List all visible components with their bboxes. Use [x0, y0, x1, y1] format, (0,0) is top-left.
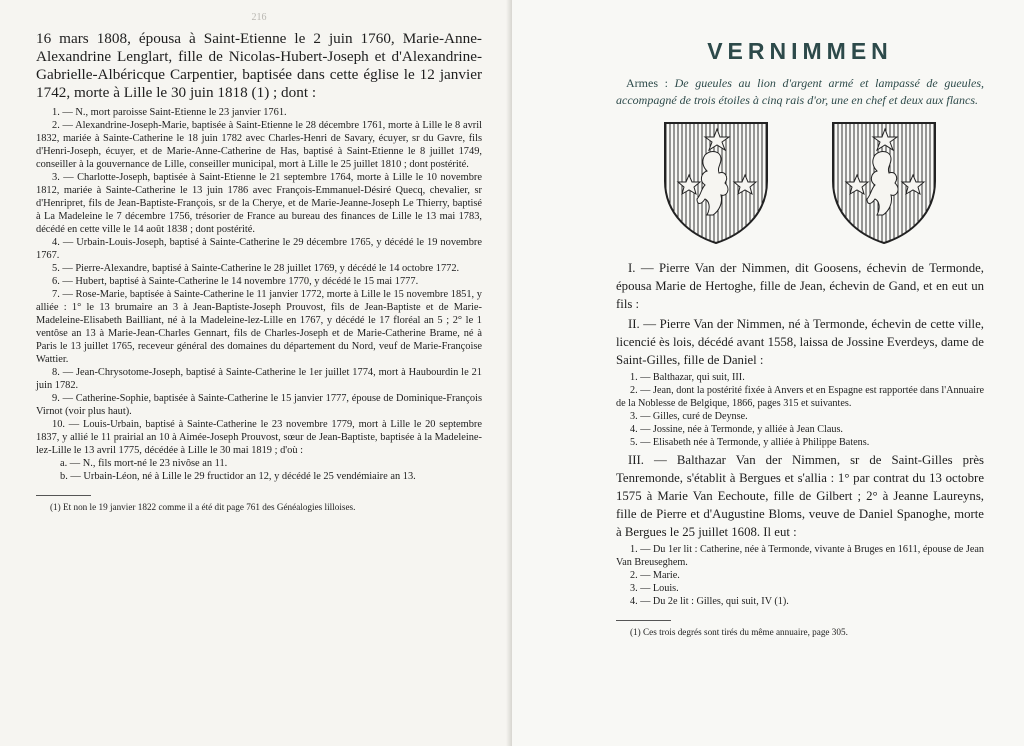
list-item: 4. — Jossine, née à Termonde, y alliée à Jean Claus. [630, 424, 843, 435]
list-item: 1. — Balthazar, qui suit, III. [630, 372, 745, 383]
list-item: 5. — Elisabeth née à Termonde, y alliée à Philippe Batens. [630, 437, 870, 448]
generation-1: I. — Pierre Van der Nimmen, dit Goosens, échevin de Termonde, épousa Marie de Hertoghe, fille de Jean, échevin de Gand, et en eut un fils : [616, 261, 984, 311]
generation-2-children [616, 371, 984, 449]
list-item: 7. — Rose-Marie, baptisée à Sainte-Catherine le 11 janvier 1772, morte à Lille le 15 novembre 1851, y alliée : 1° le 13 brumaire an 3 à Jean-Baptiste-Joseph Prouvost, fils de Jean-Baptiste et de Marie-Madeleine-Elisabeth Bailliant, né à la Madeleine-lez-Lille en 1767, y décédé le 17 floréal an 5 ; 2° le 1 ventôse an 13 à Marie-Jean-Charles Gennart, fils de Charles-Joseph et de Marie-Catherine Brame, né à Paris le 13 juillet 1765, receveur général des domaines du département du Nord, veuf de Marie-Françoise Wattier. [36, 289, 482, 365]
sub-list-item: a. — N., fils mort-né le 23 nivôse an 11. [60, 458, 228, 469]
family-title: VERNIMMEN [707, 38, 893, 64]
list-item: 6. — Hubert, baptisé à Sainte-Catherine le 14 novembre 1770, y décédé le 15 mai 1777. [52, 276, 419, 287]
coat-of-arms-shield-icon [661, 119, 771, 247]
footnote-rule [616, 620, 671, 621]
footnote: (1) Ces trois degrés sont tirés du même annuaire, page 305. [630, 627, 848, 637]
list-item: 5. — Pierre-Alexandre, baptisé à Sainte-Catherine le 28 juillet 1769, y décédé le 14 octobre 1772. [52, 263, 460, 274]
armes-text: De gueules au lion d'argent armé et lampassé de gueules, accompagné de trois étoiles à cinq rais d'or, une en chef et deux aux flancs. [616, 76, 985, 107]
generation-2: II. — Pierre Van der Nimmen, né à Termonde, échevin de cette ville, licencié ès lois, décédé avant 1558, laissa de Jossine Everdeys, dame de Saint-Gilles, fille de Daniel : [616, 317, 984, 367]
lead-paragraph: 16 mars 1808, épousa à Saint-Etienne le 2 juin 1760, Marie-Anne-Alexandrine Lenglart, fille de Nicolas-Hubert-Joseph et d'Alexandrine-Gabrielle-Albéricque Carpentier, baptisée dans cette église le 12 janvier 1742, morte à Lille le 30 juin 1818 (1) ; dont : [36, 30, 482, 101]
list-item: 9. — Catherine-Sophie, baptisée à Sainte-Catherine le 15 janvier 1777, épouse de Dominique-François Virnot (voir plus haut). [36, 393, 482, 417]
generation-3: III. — Balthazar Van der Nimmen, sr de Saint-Gilles près Tenremonde, s'établit à Bergues et s'allia : 1° par contrat du 13 octobre 1575 à Marie Van Eechoute, fille de Gilbert ; 2° à Jeanne Laureyns, fille de Pierre et d'Augustine Bloms, veuve de Daniel Spanoghe, morte à Bergues le 25 juillet 1608. Il eut : [616, 453, 984, 539]
page-number: 216 [251, 12, 267, 23]
list-item: 3. — Louis. [630, 583, 679, 594]
list-item: 10. — Louis-Urbain, baptisé à Sainte-Catherine le 23 novembre 1779, mort à Lille le 20 septembre 1837, y allié le 11 prairial an 10 à Aimée-Joseph Prouvost, sœur de Jean-Baptiste, baptisée à la Madeleine-lez-Lille le 13 avril 1775, décédée à Lille le 30 mai 1819 ; d'où : [36, 419, 482, 456]
list-item: 3. — Charlotte-Joseph, baptisée à Saint-Etienne le 21 septembre 1764, morte à Lille le 10 novembre 1812, mariée à Sainte-Catherine le 13 juin 1786 avec François-Emmanuel-Désiré Quecq, chevalier, sr d'Henripret, fils de Jean-Baptiste-François, sr de la Cherye, et de Marie-Jeanne-Joseph Le Thierry, baptisé à La Madeleine le 7 décembre 1756, trésorier de France au bureau des finances de Lille le 13 mai 1783, décédé en cette ville le 14 août 1838 ; dont postérité. [36, 172, 482, 235]
sub-list-item: b. — Urbain-Léon, né à Lille le 29 fructidor an 12, y décédé le 25 vendémiaire an 13. [60, 471, 416, 482]
coat-of-arms-row [616, 119, 984, 247]
list-item: 2. — Marie. [630, 570, 680, 581]
list-item: 2. — Alexandrine-Joseph-Marie, baptisée à Saint-Etienne le 28 décembre 1761, morte à Lille le 8 avril 1832, mariée à Sainte-Catherine le 18 juin 1782 avec Charles-Henri de Savary, écuyer, sr du Gavre, fils d'Henri-Joseph, écuyer, et de Marie-Anne-Catherine de Has, baptisé à Saint-Etienne le 8 juillet 1749, conseiller à la gouvernance de Lille, conseiller municipal, mort à Lille le 25 juillet 1810 ; dont postérité. [36, 120, 482, 170]
list-item: 3. — Gilles, curé de Deynse. [630, 411, 748, 422]
list-item: 4. — Urbain-Louis-Joseph, baptisé à Sainte-Catherine le 29 décembre 1765, y décédé le 19 novembre 1767. [36, 237, 482, 261]
list-item: 4. — Du 2e lit : Gilles, qui suit, IV (1). [630, 596, 789, 607]
footnote-rule [36, 495, 91, 496]
list-item: 1. — Du 1er lit : Catherine, née à Termonde, vivante à Bruges en 1611, épouse de Jean Van Breuseghem. [616, 544, 984, 568]
list-item: 8. — Jean-Chrysotome-Joseph, baptisé à Sainte-Catherine le 1er juillet 1774, mort à Haubourdin le 21 juin 1782. [36, 367, 482, 391]
footnote: (1) Et non le 19 janvier 1822 comme il a été dit page 761 des Généalogies lilloises. [50, 502, 356, 512]
list-item: 1. — N., mort paroisse Saint-Etienne le 23 janvier 1761. [52, 107, 287, 118]
armes-label: Armes : [626, 76, 668, 90]
list-item: 2. — Jean, dont la postérité fixée à Anvers et en Espagne est rapportée dans l'Annuaire de la Noblesse de Belgique, 1866, pages 315 et suivantes. [616, 385, 984, 409]
right-page [512, 0, 1024, 746]
coat-of-arms-description [616, 75, 984, 109]
generation-3-children [616, 543, 984, 608]
children-list [36, 106, 482, 483]
coat-of-arms-shield-icon [829, 119, 939, 247]
